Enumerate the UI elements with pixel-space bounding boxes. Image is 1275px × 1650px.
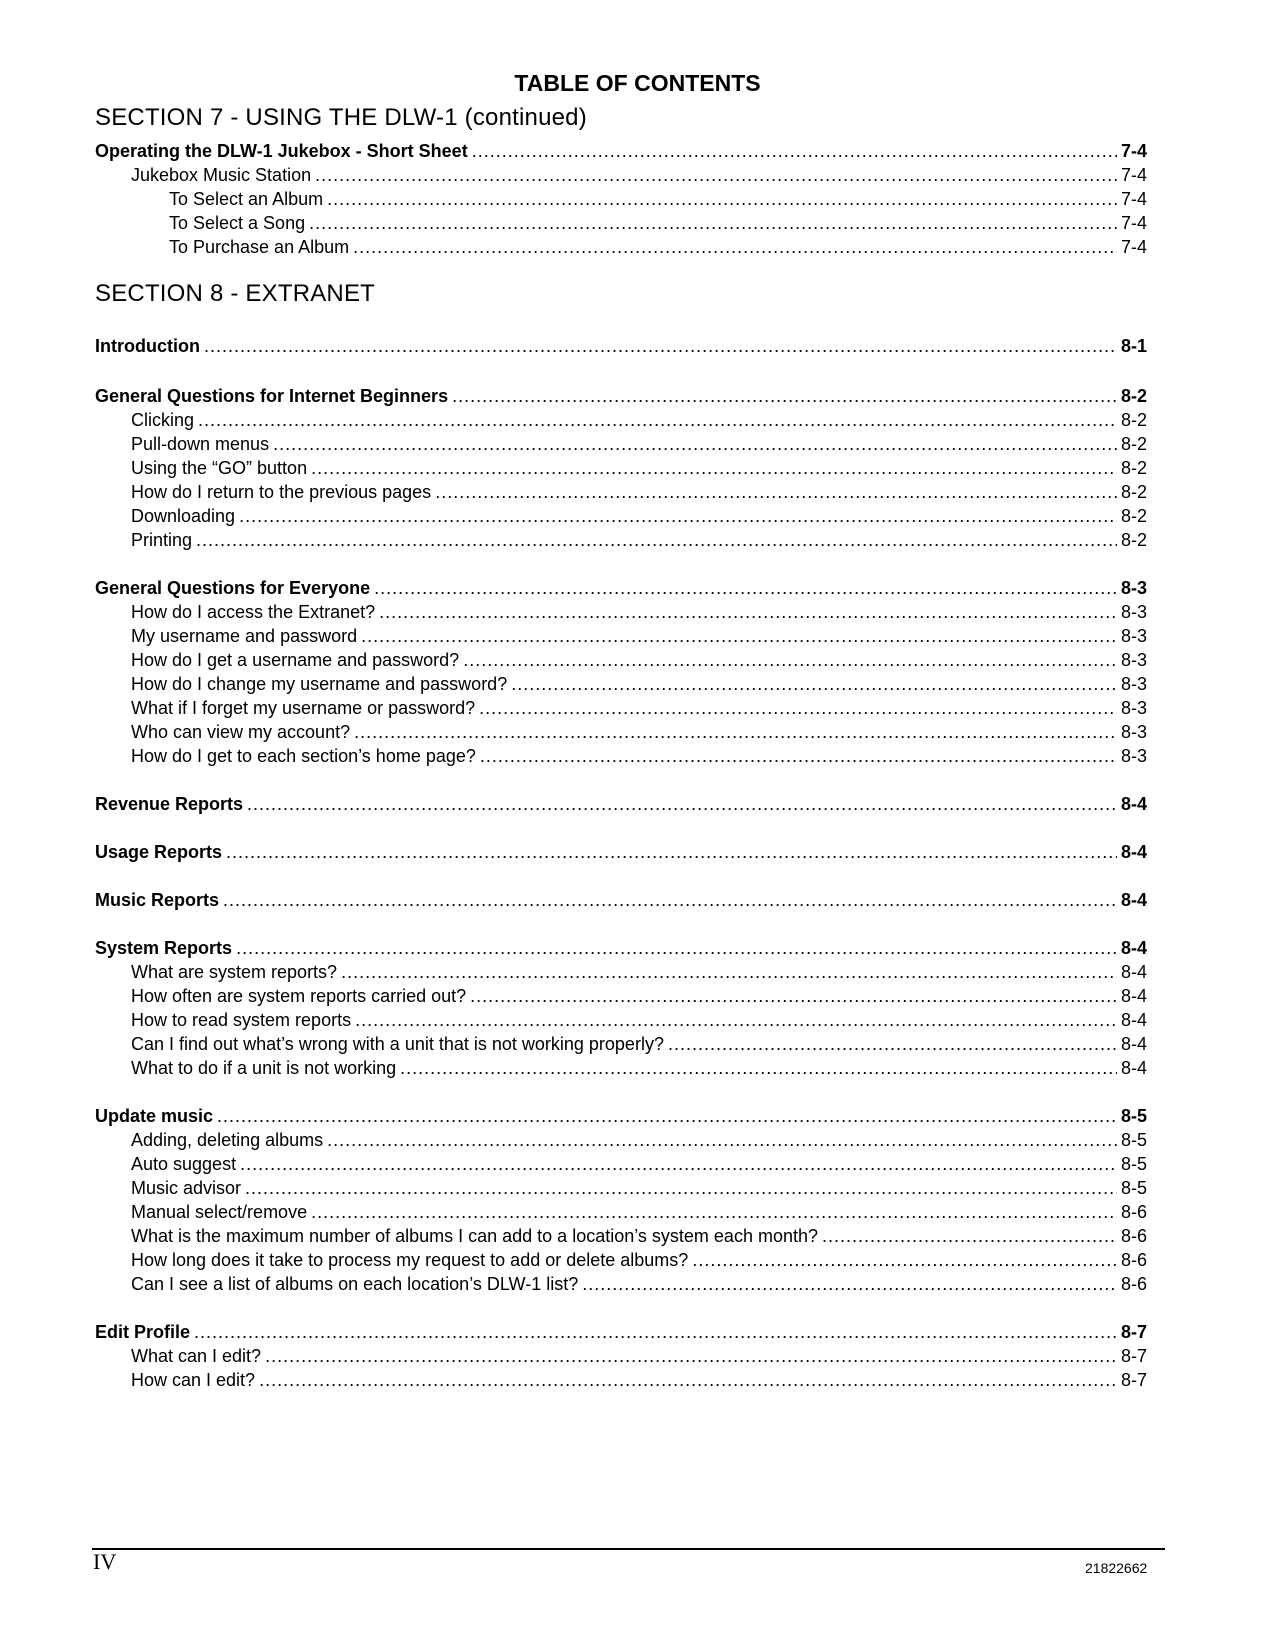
- toc-entry-label: Operating the DLW-1 Jukebox - Short Sheet: [95, 141, 468, 161]
- toc-entry-page: 8-2: [1120, 386, 1147, 406]
- toc-entry[interactable]: [131, 1344, 1147, 1368]
- toc-leader: [668, 1032, 1117, 1056]
- toc-entry[interactable]: [131, 432, 1147, 456]
- toc-entry-label: Adding, deleting albums: [131, 1130, 324, 1150]
- toc-leader: [822, 1224, 1117, 1248]
- toc-entry[interactable]: [95, 384, 1147, 408]
- toc-entry-page: 8-4: [1120, 794, 1147, 814]
- toc-leader: [315, 163, 1117, 187]
- toc-entry-label: How do I return to the previous pages: [131, 482, 432, 502]
- toc-leader: [240, 1152, 1117, 1176]
- toc-entry[interactable]: [95, 1104, 1147, 1128]
- toc-entry-label: What if I forget my username or password?: [131, 698, 476, 718]
- toc-entry[interactable]: [131, 456, 1147, 480]
- toc-leader: [327, 1128, 1117, 1152]
- toc-leader: [354, 720, 1117, 744]
- toc-entry[interactable]: [131, 163, 1147, 187]
- toc-entry-page: 8-4: [1120, 1034, 1147, 1054]
- toc-leader: [341, 960, 1117, 984]
- toc-entry-label: Downloading: [131, 506, 236, 526]
- toc-entry-label: General Questions for Everyone: [95, 578, 371, 598]
- toc-entry-label: Auto suggest: [131, 1154, 237, 1174]
- toc-entry-label: Introduction: [95, 336, 200, 356]
- toc-entry-page: 8-1: [1120, 336, 1147, 356]
- toc-entry-label: What is the maximum number of albums I can add to a location’s system each month?: [131, 1226, 818, 1246]
- toc-leader: [379, 600, 1117, 624]
- toc-entry[interactable]: [131, 648, 1147, 672]
- toc-entry-label: Clicking: [131, 410, 195, 430]
- toc-entry-page: 8-5: [1120, 1178, 1147, 1198]
- toc-entry[interactable]: [131, 1368, 1147, 1392]
- toc-entry[interactable]: [131, 1272, 1147, 1296]
- toc-entry-page: 8-4: [1120, 986, 1147, 1006]
- section-title-7: SECTION 7 - USING THE DLW-1 (continued): [95, 104, 587, 131]
- toc-entry[interactable]: [131, 744, 1147, 768]
- toc-entry-label: What are system reports?: [131, 962, 338, 982]
- toc-entry[interactable]: [131, 1032, 1147, 1056]
- toc-entry-page: 8-2: [1120, 482, 1147, 502]
- toc-entry-page: 8-4: [1120, 890, 1147, 910]
- toc-entry-page: 8-3: [1120, 602, 1147, 622]
- toc-entry[interactable]: [131, 1224, 1147, 1248]
- toc-leader: [327, 187, 1117, 211]
- toc-entry-page: 8-5: [1120, 1130, 1147, 1150]
- toc-entry-page: 8-5: [1120, 1154, 1147, 1174]
- toc-entry[interactable]: [131, 528, 1147, 552]
- toc-leader: [361, 624, 1117, 648]
- toc-entry-page: 8-7: [1120, 1346, 1147, 1366]
- toc-entry-label: Can I find out what’s wrong with a unit that is not working properly?: [131, 1034, 664, 1054]
- toc-leader: [463, 648, 1117, 672]
- toc-entry-label: How to read system reports: [131, 1010, 352, 1030]
- toc-entry-page: 8-6: [1120, 1250, 1147, 1270]
- toc-entry-label: What can I edit?: [131, 1346, 262, 1366]
- toc-entry-page: 8-3: [1120, 578, 1147, 598]
- toc-entry[interactable]: [131, 984, 1147, 1008]
- toc-entry-label: Who can view my account?: [131, 722, 351, 742]
- toc-entry-label: Printing: [131, 530, 193, 550]
- toc-leader: [273, 432, 1117, 456]
- toc-entry-page: 8-2: [1120, 434, 1147, 454]
- toc-leader: [692, 1248, 1117, 1272]
- toc-entry-label: How do I get to each section’s home page?: [131, 746, 476, 766]
- toc-entry-page: 8-6: [1120, 1226, 1147, 1246]
- toc-entry-page: 8-2: [1120, 458, 1147, 478]
- toc-entry-label: Using the “GO” button: [131, 458, 308, 478]
- toc-entry[interactable]: [131, 720, 1147, 744]
- toc-entry-label: Can I see a list of albums on each location’s DLW-1 list?: [131, 1274, 579, 1294]
- toc-entry-label: To Purchase an Album: [169, 237, 350, 257]
- toc-leader: [311, 1200, 1117, 1224]
- toc-leader: [452, 384, 1117, 408]
- toc-entry[interactable]: [131, 1200, 1147, 1224]
- toc-entry-page: 7-4: [1120, 213, 1147, 233]
- footer-page-number: IV: [93, 1549, 117, 1574]
- toc-entry-page: 8-3: [1120, 698, 1147, 718]
- toc-entry-label: How do I access the Extranet?: [131, 602, 376, 622]
- toc-leader: [511, 672, 1117, 696]
- toc-entry[interactable]: [131, 672, 1147, 696]
- toc-entry-page: 7-4: [1120, 237, 1147, 257]
- toc-entry-label: Edit Profile: [95, 1322, 191, 1342]
- toc-leader: [223, 888, 1117, 912]
- toc-entry[interactable]: [95, 1320, 1147, 1344]
- section-title-8: SECTION 8 - EXTRANET: [95, 280, 376, 307]
- toc-entry[interactable]: [131, 1128, 1147, 1152]
- footer-doc-number: 21822662: [1085, 1560, 1148, 1576]
- toc-leader: [236, 936, 1117, 960]
- toc-entry-page: 8-2: [1120, 530, 1147, 550]
- toc-entry-page: 8-2: [1120, 410, 1147, 430]
- toc-entry[interactable]: [131, 504, 1147, 528]
- toc-leader: [226, 840, 1117, 864]
- toc-entry-page: 8-2: [1120, 506, 1147, 526]
- toc-entry-label: Update music: [95, 1106, 214, 1126]
- toc-leader: [582, 1272, 1117, 1296]
- toc-entry[interactable]: [95, 936, 1147, 960]
- toc-entry[interactable]: [95, 840, 1147, 864]
- toc-entry-label: Manual select/remove: [131, 1202, 308, 1222]
- toc-leader: [472, 139, 1117, 163]
- toc-entry-page: 8-4: [1120, 1010, 1147, 1030]
- toc-entry-label: Jukebox Music Station: [131, 165, 312, 185]
- toc-leader: [435, 480, 1117, 504]
- toc-entry-page: 8-6: [1120, 1202, 1147, 1222]
- toc-entry-page: 7-4: [1120, 141, 1147, 161]
- toc-entry-label: General Questions for Internet Beginners: [95, 386, 449, 406]
- toc-entry[interactable]: [95, 139, 1147, 163]
- toc-entry-label: Music advisor: [131, 1178, 242, 1198]
- toc-entry-page: 8-6: [1120, 1274, 1147, 1294]
- toc-entry-page: 8-3: [1120, 674, 1147, 694]
- toc-entry-label: Pull-down menus: [131, 434, 270, 454]
- toc-entry-page: 8-4: [1120, 1058, 1147, 1078]
- toc-leader: [400, 1056, 1117, 1080]
- toc-entry[interactable]: [131, 1152, 1147, 1176]
- toc-entry-label: To Select a Song: [169, 213, 306, 233]
- toc-entry[interactable]: [95, 334, 1147, 358]
- toc-entry-page: 8-4: [1120, 938, 1147, 958]
- toc-entry-page: 7-4: [1120, 189, 1147, 209]
- toc-entry-label: How do I get a username and password?: [131, 650, 460, 670]
- toc-entry-page: 8-3: [1120, 746, 1147, 766]
- toc-leader: [480, 744, 1117, 768]
- toc-entry-page: 8-3: [1120, 626, 1147, 646]
- toc-entry[interactable]: [131, 696, 1147, 720]
- toc-entry-page: 8-3: [1120, 650, 1147, 670]
- toc-entry-label: How long does it take to process my request to add or delete albums?: [131, 1250, 689, 1270]
- toc-entry[interactable]: [131, 408, 1147, 432]
- toc-entry[interactable]: [169, 187, 1147, 211]
- toc-leader: [194, 1320, 1117, 1344]
- toc-leader: [311, 456, 1117, 480]
- footer-rule: [92, 1548, 1165, 1550]
- toc-entry-label: Revenue Reports: [95, 794, 244, 814]
- toc-entry-label: System Reports: [95, 938, 233, 958]
- toc-entry-label: How often are system reports carried out?: [131, 986, 467, 1006]
- toc-entry[interactable]: [95, 792, 1147, 816]
- toc-entry-label: How can I edit?: [131, 1370, 256, 1390]
- toc-entry[interactable]: [169, 235, 1147, 259]
- toc-leader: [217, 1104, 1117, 1128]
- toc-leader: [355, 1008, 1117, 1032]
- toc-entry[interactable]: [95, 576, 1147, 600]
- toc-leader: [479, 696, 1117, 720]
- toc-entry-label: What to do if a unit is not working: [131, 1058, 397, 1078]
- toc-entry-page: 8-7: [1120, 1322, 1147, 1342]
- toc-leader: [309, 211, 1117, 235]
- toc-entry[interactable]: [131, 624, 1147, 648]
- toc-leader: [239, 504, 1117, 528]
- toc-entry-label: How do I change my username and password?: [131, 674, 508, 694]
- toc-entry[interactable]: [131, 480, 1147, 504]
- toc-leader: [259, 1368, 1117, 1392]
- toc-leader: [374, 576, 1117, 600]
- toc-leader: [265, 1344, 1117, 1368]
- toc-leader: [198, 408, 1117, 432]
- toc-entry-page: 8-3: [1120, 722, 1147, 742]
- toc-leader: [245, 1176, 1117, 1200]
- toc-entry-page: 8-5: [1120, 1106, 1147, 1126]
- toc-entry[interactable]: [131, 600, 1147, 624]
- toc-leader: [204, 334, 1117, 358]
- toc-entry-page: 7-4: [1120, 165, 1147, 185]
- toc-leader: [196, 528, 1117, 552]
- toc-entry-page: 8-4: [1120, 962, 1147, 982]
- page-title: TABLE OF CONTENTS: [514, 70, 761, 96]
- toc-entry-label: Usage Reports: [95, 842, 223, 862]
- toc-entry-page: 8-4: [1120, 842, 1147, 862]
- toc-entry-page: 8-7: [1120, 1370, 1147, 1390]
- toc-entry[interactable]: [131, 1008, 1147, 1032]
- toc-entry[interactable]: [131, 1248, 1147, 1272]
- toc-entry[interactable]: [95, 888, 1147, 912]
- toc-entry[interactable]: [169, 211, 1147, 235]
- toc-entry[interactable]: [131, 1176, 1147, 1200]
- toc-entry[interactable]: [131, 1056, 1147, 1080]
- toc-leader: [247, 792, 1117, 816]
- toc-entry[interactable]: [131, 960, 1147, 984]
- toc-leader: [470, 984, 1117, 1008]
- toc-entry-label: My username and password: [131, 626, 358, 646]
- toc-entry-label: Music Reports: [95, 890, 220, 910]
- toc-entry-label: To Select an Album: [169, 189, 324, 209]
- toc-leader: [353, 235, 1117, 259]
